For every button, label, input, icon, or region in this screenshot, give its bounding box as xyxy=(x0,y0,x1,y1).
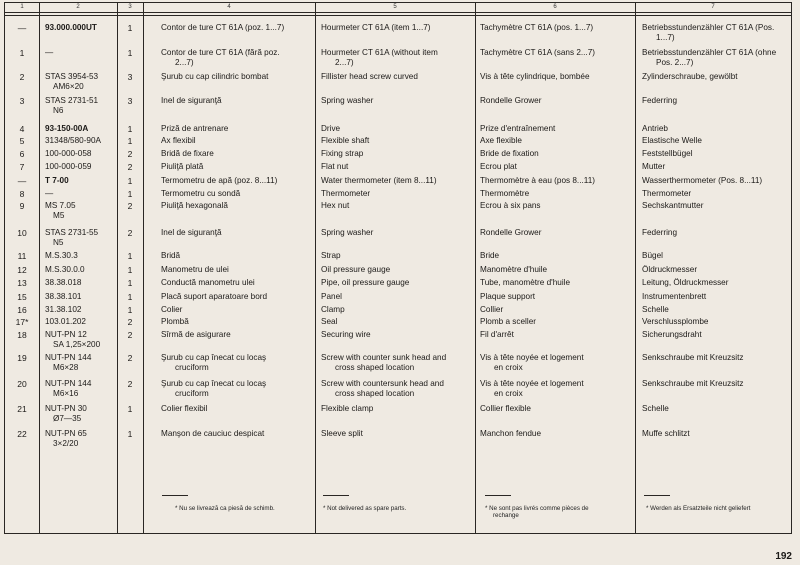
description-fr: Plomb a sceller xyxy=(480,317,536,326)
description-fr: Axe flexible xyxy=(480,136,522,145)
part-code: NUT-PN 12 xyxy=(45,330,87,339)
item-number: 10 xyxy=(17,228,27,238)
quantity: 2 xyxy=(127,330,133,340)
description-fr: Rondelle Grower xyxy=(480,228,542,237)
description-de: Öldruckmesser xyxy=(642,265,698,274)
description-ro: Priză de antrenare xyxy=(161,124,229,133)
header-rule xyxy=(5,15,791,16)
part-code: 38.38.101 xyxy=(45,292,82,301)
part-code: STAS 3954-53 xyxy=(45,72,99,81)
item-number: 20 xyxy=(17,379,27,389)
description-en: Spring washer xyxy=(321,228,374,237)
description-ro: Contor de ture CT 61A (fără poz. xyxy=(161,48,280,57)
part-code: 100-000-058 xyxy=(45,149,92,158)
item-number: 3 xyxy=(19,96,25,106)
description-fr: Collier xyxy=(480,305,504,314)
quantity: 1 xyxy=(127,404,133,414)
column-number: 5 xyxy=(393,4,397,10)
description-de: Pos. 2...7) xyxy=(656,58,694,67)
description-ro: Piuliţă hexagonală xyxy=(161,201,228,210)
part-code: M.S.30.0.0 xyxy=(45,265,85,274)
description-de: Senkschraube mit Kreuzsitz xyxy=(642,379,744,388)
description-ro: cruciform xyxy=(175,363,209,372)
description-ro: cruciform xyxy=(175,389,209,398)
description-fr: en croix xyxy=(494,363,523,372)
quantity: 1 xyxy=(127,23,133,33)
page-number: 192 xyxy=(775,551,792,562)
quantity: 3 xyxy=(127,96,133,106)
column-divider xyxy=(475,3,476,533)
column-number: 6 xyxy=(553,4,557,10)
part-code: NUT-PN 144 xyxy=(45,379,92,388)
column-divider xyxy=(635,3,636,533)
part-code: M6×28 xyxy=(53,363,79,372)
description-ro: Conductă manometru ulei xyxy=(161,278,255,287)
description-de: Sechskantmutter xyxy=(642,201,704,210)
part-code: T 7-00 xyxy=(45,176,69,185)
description-fr: Thermomètre à eau (pos 8...11) xyxy=(480,176,595,185)
quantity: 2 xyxy=(127,149,133,159)
description-ro: Şurub cu cap cilindric bombat xyxy=(161,72,269,81)
part-code: M.S.30.3 xyxy=(45,251,78,260)
quantity: 1 xyxy=(127,176,133,186)
description-de: Elastische Welle xyxy=(642,136,702,145)
description-ro: Şurub cu cap înecat cu locaş xyxy=(161,379,267,388)
footnote-rule xyxy=(644,495,670,496)
footnote-rule xyxy=(323,495,349,496)
quantity: 1 xyxy=(127,265,133,275)
item-number: 9 xyxy=(19,201,25,211)
description-en: cross shaped location xyxy=(335,363,415,372)
description-fr: Manomètre d'huile xyxy=(480,265,548,274)
description-de: Feststellbügel xyxy=(642,149,693,158)
footnote-fr: * Ne sont pas livrés comme pièces de xyxy=(485,505,589,512)
description-en: Water thermometer (item 8...11) xyxy=(321,176,437,185)
description-fr: Manchon fendue xyxy=(480,429,541,438)
description-ro: Bridă de fixare xyxy=(161,149,214,158)
part-code: 38.38.018 xyxy=(45,278,82,287)
description-de: Federring xyxy=(642,228,678,237)
header-rule xyxy=(5,12,791,13)
description-fr: Rondelle Grower xyxy=(480,96,542,105)
item-number: 19 xyxy=(17,353,27,363)
description-en: Seal xyxy=(321,317,338,326)
footnote-rule xyxy=(485,495,511,496)
quantity: 2 xyxy=(127,353,133,363)
description-de: Antrieb xyxy=(642,124,668,133)
description-fr: Plaque support xyxy=(480,292,536,301)
description-en: Sleeve split xyxy=(321,429,363,438)
description-ro: Sîrmă de asigurare xyxy=(161,330,231,339)
item-number: 12 xyxy=(17,265,27,275)
description-de: 1...7) xyxy=(656,33,675,42)
quantity: 2 xyxy=(127,317,133,327)
part-code: 31.38.102 xyxy=(45,305,82,314)
quantity: 1 xyxy=(127,292,133,302)
description-ro: Contor de ture CT 61A (poz. 1...7) xyxy=(161,23,285,32)
part-code: 93-150-00A xyxy=(45,124,89,133)
footnote-en: * Not delivered as spare parts. xyxy=(323,505,407,512)
item-number: 15 xyxy=(17,292,27,302)
description-en: Flexible shaft xyxy=(321,136,370,145)
description-en: 2...7) xyxy=(335,58,354,67)
description-ro: Termometru de apă (poz. 8...11) xyxy=(161,176,278,185)
description-de: Sicherungsdraht xyxy=(642,330,702,339)
description-fr: Tachymètre CT 61A (sans 2...7) xyxy=(480,48,595,57)
description-de: Bügel xyxy=(642,251,663,260)
column-number: 3 xyxy=(128,4,132,10)
part-code: — xyxy=(45,48,54,57)
part-code: — xyxy=(45,189,54,198)
quantity: 1 xyxy=(127,429,133,439)
description-fr: Tachymètre CT 61A (pos. 1...7) xyxy=(480,23,594,32)
quantity: 1 xyxy=(127,136,133,146)
description-en: Flat nut xyxy=(321,162,349,171)
description-ro: Piuliţă plată xyxy=(161,162,204,171)
description-de: Betriebsstundenzähler CT 61A (ohne xyxy=(642,48,777,57)
quantity: 2 xyxy=(127,228,133,238)
item-number: 16 xyxy=(17,305,27,315)
description-ro: Ax flexibil xyxy=(161,136,196,145)
description-en: Drive xyxy=(321,124,341,133)
description-ro: Bridă xyxy=(161,251,181,260)
description-en: Oil pressure gauge xyxy=(321,265,391,274)
description-de: Federring xyxy=(642,96,678,105)
description-en: Clamp xyxy=(321,305,345,314)
column-divider xyxy=(39,3,40,533)
footnote-de: * Werden als Ersatzteile nicht geliefert xyxy=(646,505,751,512)
description-ro: Inel de siguranţă xyxy=(161,228,222,237)
description-de: Zylinderschraube, gewölbt xyxy=(642,72,738,81)
quantity: 1 xyxy=(127,189,133,199)
item-number: 13 xyxy=(17,278,27,288)
description-en: Screw with countersunk head and xyxy=(321,379,444,388)
description-fr: Ecrou plat xyxy=(480,162,517,171)
description-en: Fixing strap xyxy=(321,149,364,158)
part-code: N6 xyxy=(53,106,64,115)
description-fr: Collier flexible xyxy=(480,404,531,413)
description-fr: Prize d'entraînement xyxy=(480,124,556,133)
description-en: Securing wire xyxy=(321,330,371,339)
description-de: Verschlussplombe xyxy=(642,317,709,326)
part-code: STAS 2731-51 xyxy=(45,96,99,105)
description-ro: Termometru cu sondă xyxy=(161,189,241,198)
parts-table xyxy=(4,2,792,534)
quantity: 3 xyxy=(127,72,133,82)
quantity: 1 xyxy=(127,48,133,58)
column-number: 7 xyxy=(711,4,715,10)
footnote-rule xyxy=(162,495,188,496)
part-code: AM6×20 xyxy=(53,82,84,91)
description-ro: Şurub cu cap înecat cu locaş xyxy=(161,353,267,362)
part-code: 100-000-059 xyxy=(45,162,92,171)
description-de: Mutter xyxy=(642,162,666,171)
description-fr: en croix xyxy=(494,389,523,398)
description-fr: Thermomètre xyxy=(480,189,530,198)
description-ro: Placă suport aparatoare bord xyxy=(161,292,268,301)
description-fr: Vis à tête noyée et logement xyxy=(480,353,584,362)
description-de: Schelle xyxy=(642,404,669,413)
footnote-fr: rechange xyxy=(493,512,519,519)
description-en: Pipe, oil pressure gauge xyxy=(321,278,410,287)
quantity: 1 xyxy=(127,124,133,134)
item-number: 21 xyxy=(17,404,27,414)
description-en: Strap xyxy=(321,251,341,260)
part-code: Ø7—35 xyxy=(53,414,82,423)
column-divider xyxy=(315,3,316,533)
quantity: 2 xyxy=(127,201,133,211)
description-en: Panel xyxy=(321,292,342,301)
item-number: 8 xyxy=(19,189,25,199)
column-divider xyxy=(143,3,144,533)
item-number: — xyxy=(17,23,27,33)
item-number: 17* xyxy=(15,317,29,327)
description-en: Flexible clamp xyxy=(321,404,374,413)
part-code: NUT-PN 30 xyxy=(45,404,87,413)
description-de: Instrumentenbrett xyxy=(642,292,707,301)
item-number: — xyxy=(17,176,27,186)
description-ro: Inel de siguranţă xyxy=(161,96,222,105)
description-ro: Manşon de cauciuc despicat xyxy=(161,429,265,438)
item-number: 5 xyxy=(19,136,25,146)
quantity: 1 xyxy=(127,305,133,315)
part-code: NUT-PN 144 xyxy=(45,353,92,362)
description-fr: Vis à tête cylindrique, bombée xyxy=(480,72,590,81)
part-code: N5 xyxy=(53,238,64,247)
item-number: 2 xyxy=(19,72,25,82)
item-number: 22 xyxy=(17,429,27,439)
part-code: 103.01.202 xyxy=(45,317,86,326)
description-de: Thermometer xyxy=(642,189,692,198)
part-code: SA 1,25×200 xyxy=(53,340,101,349)
description-de: Leitung, Öldruckmesser xyxy=(642,278,729,287)
description-de: Wasserthermometer (Pos. 8...11) xyxy=(642,176,763,185)
part-code: MS 7.05 xyxy=(45,201,76,210)
column-number: 1 xyxy=(20,4,24,10)
part-code: 31348/580-90A xyxy=(45,136,101,145)
description-en: Thermometer xyxy=(321,189,371,198)
item-number: 4 xyxy=(19,124,25,134)
part-code: M5 xyxy=(53,211,65,220)
description-de: Betriebsstundenzähler CT 61A (Pos. xyxy=(642,23,775,32)
description-ro: Colier flexibil xyxy=(161,404,208,413)
description-en: Screw with counter sunk head and xyxy=(321,353,447,362)
item-number: 11 xyxy=(17,251,27,261)
description-ro: Colier xyxy=(161,305,183,314)
part-code: NUT-PN 65 xyxy=(45,429,87,438)
part-code: STAS 2731-55 xyxy=(45,228,99,237)
description-de: Schelle xyxy=(642,305,669,314)
description-en: Hourmeter CT 61A (without item xyxy=(321,48,438,57)
description-de: Senkschraube mit Kreuzsitz xyxy=(642,353,744,362)
footnote-ro: * Nu se livrează ca piesă de schimb. xyxy=(175,505,275,512)
description-fr: Bride de fixation xyxy=(480,149,539,158)
quantity: 2 xyxy=(127,379,133,389)
description-ro: Plombă xyxy=(161,317,189,326)
description-en: cross shaped location xyxy=(335,389,415,398)
description-fr: Vis à tête noyée et logement xyxy=(480,379,584,388)
description-fr: Ecrou à six pans xyxy=(480,201,541,210)
item-number: 1 xyxy=(19,48,25,58)
description-en: Hourmeter CT 61A (item 1...7) xyxy=(321,23,431,32)
part-code: 93.000.000UT xyxy=(45,23,97,32)
description-en: Spring washer xyxy=(321,96,374,105)
quantity: 2 xyxy=(127,162,133,172)
description-en: Hex nut xyxy=(321,201,350,210)
part-code: M6×16 xyxy=(53,389,79,398)
column-number: 4 xyxy=(227,4,231,10)
description-fr: Fil d'arrêt xyxy=(480,330,514,339)
quantity: 1 xyxy=(127,251,133,261)
part-code: 3×2/20 xyxy=(53,439,79,448)
item-number: 7 xyxy=(19,162,25,172)
description-fr: Tube, manomètre d'huile xyxy=(480,278,571,287)
item-number: 18 xyxy=(17,330,27,340)
column-number: 2 xyxy=(76,4,80,10)
item-number: 6 xyxy=(19,149,25,159)
description-en: Fillister head screw curved xyxy=(321,72,418,81)
description-ro: 2...7) xyxy=(175,58,194,67)
quantity: 1 xyxy=(127,278,133,288)
description-ro: Manometru de ulei xyxy=(161,265,229,274)
description-fr: Bride xyxy=(480,251,500,260)
description-de: Muffe schlitzt xyxy=(642,429,690,438)
